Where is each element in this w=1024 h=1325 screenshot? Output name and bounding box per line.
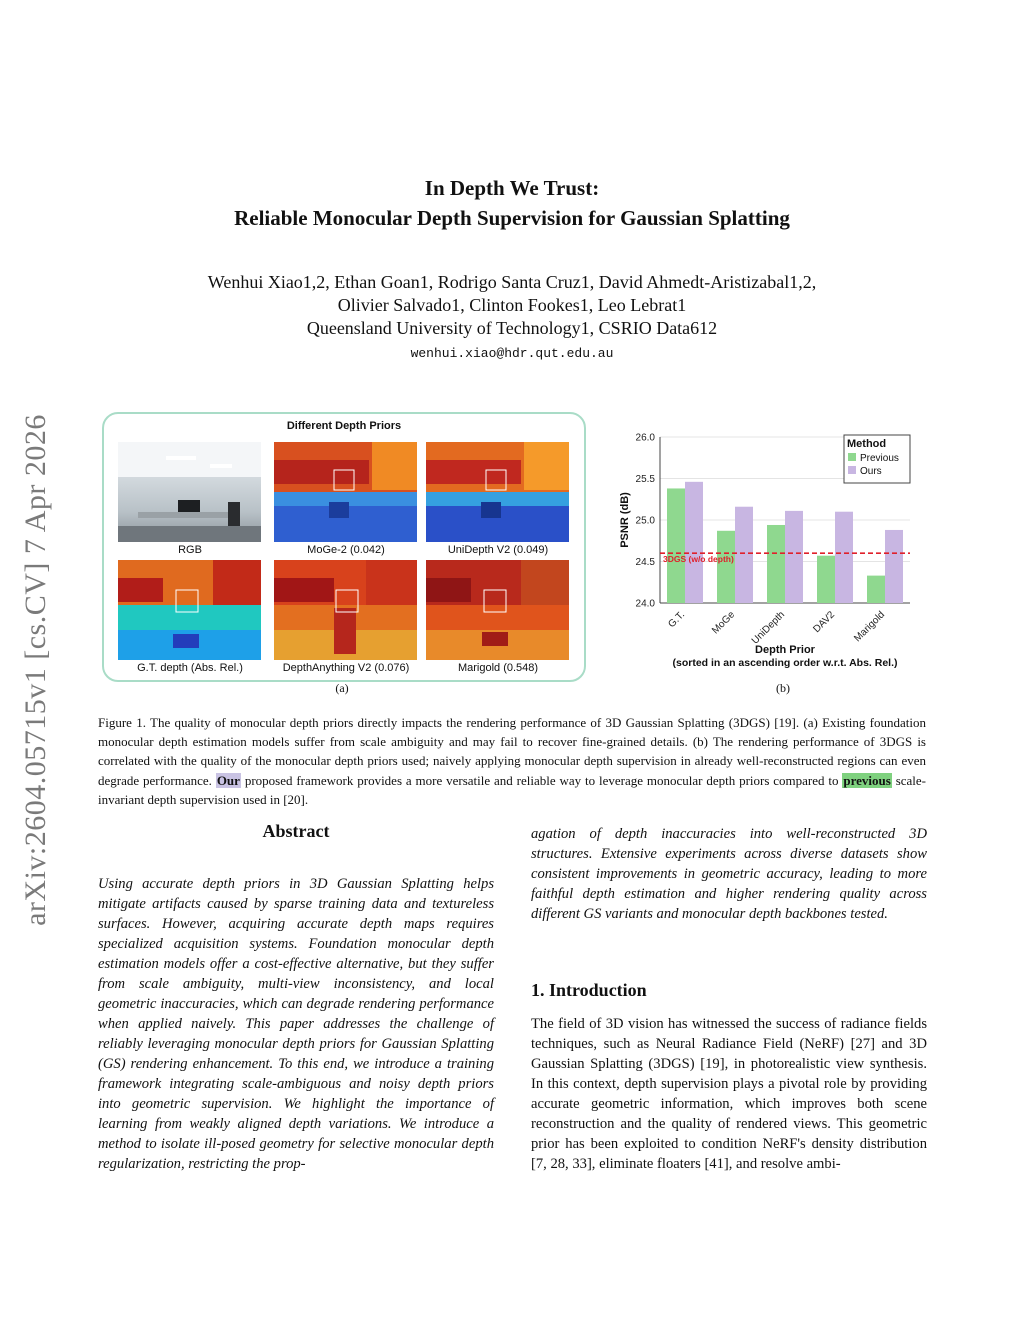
gt-depth-image xyxy=(118,560,261,660)
introduction-text: The field of 3D vision has witnessed the success of radiance fields techniques, such as Neural Radiance Field (NeRF) [27] and 3D Gaussian Splatting (3DGS) [19], in photorealistic view synthesis. In this context, depth supervision plays a pivotal role by providing accurate geometric information, which improves both scene reconstruction and the quality of rendered views. This geometric prior has been exploited to condition NeRF's density distribution [7, 28, 33], eliminate floaters [41], and resolve ambi- xyxy=(531,1016,927,1172)
tile-caption-moge2: MoGe-2 (0.042) xyxy=(307,544,385,556)
figure-b-sublabel: (b) xyxy=(776,681,790,695)
authors-line1: Wenhui Xiao1,2, Ethan Goan1, Rodrigo Santa Cruz1, David Ahmedt-Aristizabal1,2, xyxy=(207,272,817,292)
bar-previous xyxy=(767,525,785,603)
baseline-label: 3DGS (w/o depth) xyxy=(663,554,734,565)
unidepth-depth-graphic xyxy=(426,442,569,542)
bar-ours xyxy=(735,507,753,603)
bar-ours xyxy=(785,511,803,603)
abstract-continued: agation of depth inaccuracies into well-reconstructed 3D structures. Extensive experiments across diverse datasets show consistent improvements in geometric accuracy, leading to more faithful depth estimation and higher rendering quality across different GS variants and monocular depth backbones tested. xyxy=(531,826,927,922)
figure-a-title: Different Depth Priors xyxy=(286,420,402,432)
x-tick-label: Marigold xyxy=(852,609,888,645)
bar-previous xyxy=(817,556,835,603)
moge2-depth-image xyxy=(274,442,417,542)
tile-caption-gt-depth: G.T. depth (Abs. Rel.) xyxy=(137,662,243,674)
tile-caption-unidepth: UniDepth V2 (0.049) xyxy=(447,544,549,556)
x-tick-label: DAV2 xyxy=(811,609,838,636)
tile-caption-depthanything: DepthAnything V2 (0.076) xyxy=(282,662,410,674)
legend-entry-previous: Previous xyxy=(860,453,899,464)
bar-previous xyxy=(867,576,885,603)
y-tick-label: 24.5 xyxy=(635,557,655,568)
rgb-image xyxy=(118,442,261,542)
bar-ours xyxy=(885,530,903,603)
unidepth-depth-image xyxy=(426,442,569,542)
caption-text-part3: scale-invariant depth supervision used in [20]. xyxy=(98,772,927,807)
marigold-depth-graphic xyxy=(426,560,569,660)
affiliation: Queensland University of Technology1, CSRIO Data612 xyxy=(306,318,718,338)
authors-line2: Olivier Salvado1, Clinton Fookes1, Leo Lebrat1 xyxy=(337,295,687,315)
bar-ours xyxy=(835,512,853,603)
x-axis-sublabel: (sorted in an ascending order w.r.t. Abs. Rel.) xyxy=(672,657,898,669)
legend-swatch-ours xyxy=(848,466,856,474)
x-tick-label: G.T. xyxy=(666,609,688,631)
bar-previous xyxy=(717,531,735,603)
x-tick-label: UniDepth xyxy=(749,609,788,647)
x-tick-label: MoGe xyxy=(710,609,738,637)
caption-text-part1: The quality of monocular depth priors directly impacts the rendering performance of 3D Gaussian Splatting (3DGS) [19]. (a) Existing foundation monocular depth estimation models suffer from scale ambiguity and may fail to recover fine-grained details. (b) The rendering performance of 3DGS is correlated with the quality of the monocular depth priors used; naively applying monocular depth supervision in already well-reconstructed regions can even degrade performance. xyxy=(98,715,926,788)
legend-swatch-previous xyxy=(848,453,856,461)
y-tick-label: 24.0 xyxy=(635,598,655,610)
caption-previous-highlight: previous xyxy=(843,772,891,788)
caption-text-part2: proposed framework provides a more versatile and reliable way to leverage monocular depth priors compared to xyxy=(244,772,839,788)
tile-caption-marigold: Marigold (0.548) xyxy=(457,662,539,674)
arxiv-sidebar xyxy=(8,380,64,960)
moge2-depth-graphic xyxy=(274,442,417,542)
figure-a-panel xyxy=(102,412,586,682)
rgb-scene-graphic xyxy=(118,442,261,542)
caption-label: Figure 1. xyxy=(98,715,146,730)
psnr-bar-chart xyxy=(610,425,930,675)
paper-title-line2: Reliable Monocular Depth Supervision for Gaussian Splatting xyxy=(234,206,790,230)
depthanything-depth-image xyxy=(274,560,417,660)
y-tick-label: 26.0 xyxy=(635,432,655,444)
y-tick-label: 25.5 xyxy=(635,474,655,485)
depthanything-depth-graphic xyxy=(274,560,417,660)
figure-a-sublabel: (a) xyxy=(335,681,349,695)
caption-our-highlight: Our xyxy=(216,772,240,788)
legend-entry-ours: Ours xyxy=(860,466,882,477)
author-email: wenhui.xiao@hdr.qut.edu.au xyxy=(410,346,614,361)
abstract-text: Using accurate depth priors in 3D Gaussian Splatting helps mitigate artifacts caused by sparse training data and textureless surfaces. However, acquiring accurate depth maps requires specialized acquisition systems. Foundation monocular depth estimation models offer a cost-effective alternative, but they suffer from scale ambiguity, multi-view inconsistency, and local geometric inaccuracies, which can degrade rendering performance when applied naively. This paper addresses the challenge of reliably leveraging monocular depth priors for Gaussian Splatting (GS) rendering enhancement. To this end, we introduce a training framework integrating scale-ambiguous and noisy depth priors into geometric supervision. We highlight the importance of learning from weakly aligned depth variations. We introduce a method to isolate ill-posed geometry for selective monocular depth regularization, restricting the prop- xyxy=(98,876,494,1172)
y-axis-label: PSNR (dB) xyxy=(619,492,631,548)
introduction-heading: 1. Introduction xyxy=(531,980,647,1000)
arxiv-identifier: arXiv:2604.05715v1 [cs.CV] 7 Apr 2026 xyxy=(19,414,52,926)
marigold-depth-image xyxy=(426,560,569,660)
bar-previous xyxy=(667,488,685,603)
legend-title: Method xyxy=(847,438,887,450)
bar-ours xyxy=(685,482,703,603)
y-tick-label: 25.0 xyxy=(635,515,655,527)
gt-depth-graphic xyxy=(118,560,261,660)
x-axis-label: Depth Prior xyxy=(755,644,815,656)
figure-caption xyxy=(98,713,926,809)
paper-title-line1: In Depth We Trust: xyxy=(424,176,600,200)
abstract-heading: Abstract xyxy=(262,821,330,841)
tile-caption-rgb: RGB xyxy=(178,544,202,556)
